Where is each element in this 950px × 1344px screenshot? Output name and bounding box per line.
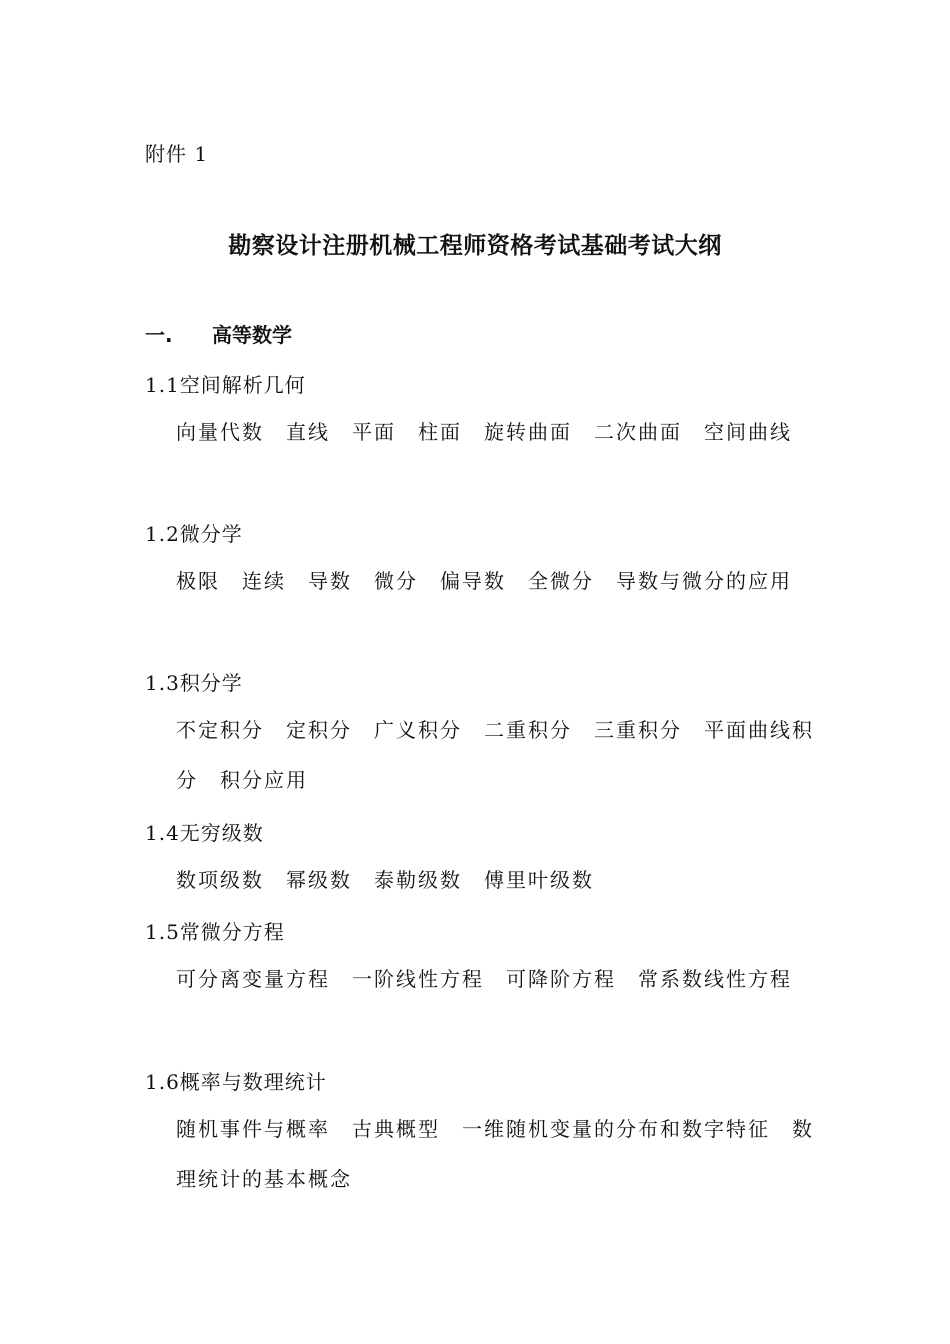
section-content: 随机事件与概率 古典概型 一维随机变量的分布和数字特征 数理统计的基本概念	[176, 1117, 814, 1191]
section-content: 极限 连续 导数 微分 偏导数 全微分 导数与微分的应用	[176, 569, 792, 593]
chapter-heading	[145, 319, 292, 348]
section-content: 可分离变量方程 一阶线性方程 可降阶方程 常系数线性方程	[176, 967, 792, 991]
section-heading: 1.5常微分方程	[145, 920, 285, 944]
section-heading: 1.3积分学	[145, 671, 243, 695]
chapter-number: 一.	[145, 323, 173, 347]
section-content: 数项级数 幂级数 泰勒级数 傅里叶级数	[176, 868, 594, 892]
section-content: 向量代数 直线 平面 柱面 旋转曲面 二次曲面 空间曲线	[176, 420, 792, 444]
section-heading: 1.4无穷级数	[145, 821, 264, 845]
section-heading: 1.1空间解析几何	[145, 373, 306, 397]
attachment-label: 附件 1	[145, 142, 209, 166]
section-content: 不定积分 定积分 广义积分 二重积分 三重积分 平面曲线积分 积分应用	[176, 718, 814, 792]
section-heading: 1.6概率与数理统计	[145, 1070, 327, 1094]
document-title: 勘察设计注册机械工程师资格考试基础考试大纲	[228, 233, 722, 259]
section-heading: 1.2微分学	[145, 522, 243, 546]
chapter-name: 高等数学	[212, 323, 292, 347]
